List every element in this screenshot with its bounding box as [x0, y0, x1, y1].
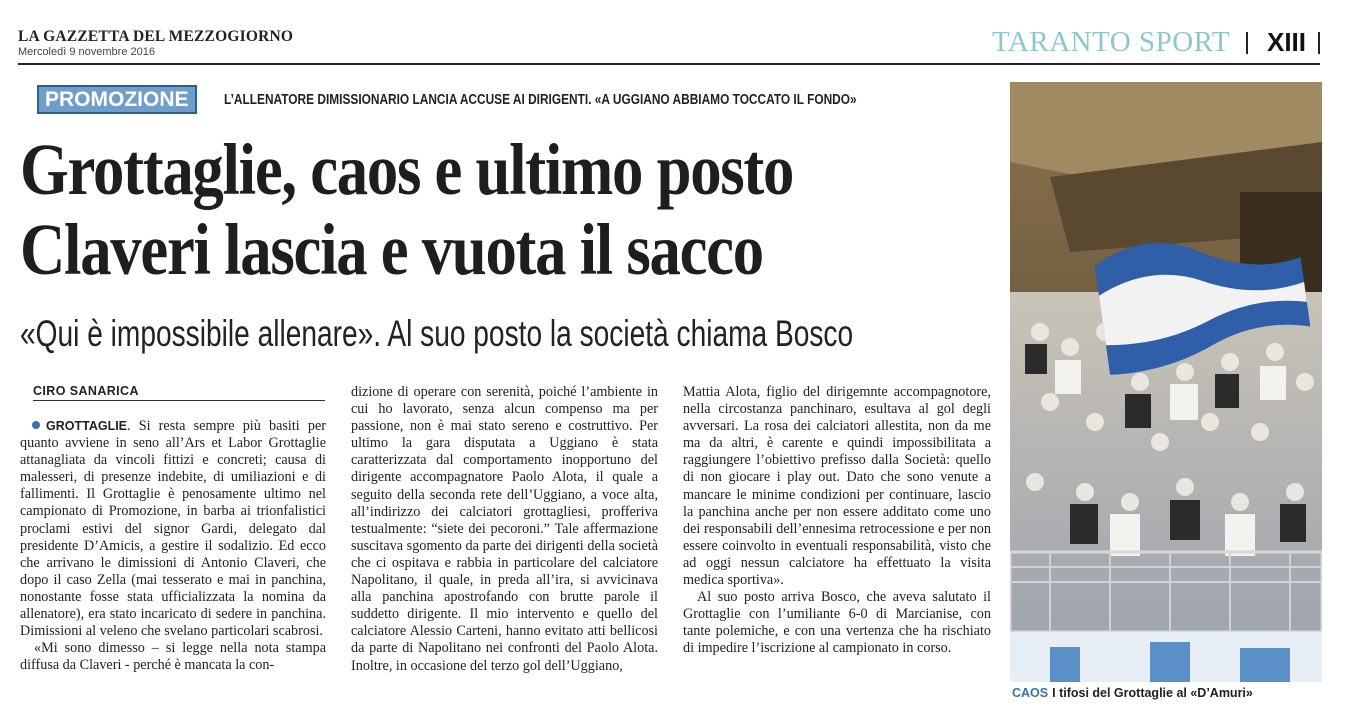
caption-label: CAOS	[1012, 686, 1049, 700]
dateline-location: GROTTAGLIE	[46, 419, 128, 433]
category-tag: PROMOZIONE	[37, 85, 197, 114]
newspaper-name: LA GAZZETTA DEL MEZZOGIORNO	[18, 28, 294, 45]
section-title: TARANTO SPORT	[992, 26, 1230, 58]
paragraph-text: . Si resta sempre più basiti per quanto avviene in seno all’Ars et Labor Grottaglie attanagliata da vincoli fittizi e concreti; causa di malesseri, di presenze indebite, di umiliazioni e di fallimenti. Il Grottaglie è penosamente ultimo nel campionato di Promozione, in barba ai trionfalistici proclami estivi del signor Gardi, delegato dal presidente D’Amicis, a gestire il sodalizio. Ed ecco che arrivano le dimissioni di Antonio Claveri, che dopo il caso Zella (mai tesserato e mai in panchina, nonostante fosse stata ufficializzata la nomina da allenatore), era stato incaricato di sedere in panchina. Dimissioni al veleno che svelano particolari scabrosi.	[20, 418, 326, 640]
stadium-crowd-image	[1010, 82, 1322, 682]
headline-line: Grottaglie, caos e ultimo posto	[20, 129, 794, 210]
caption-text: I tifosi del Grottaglie al «D’Amuri»	[1052, 686, 1253, 700]
bullet-dot-icon	[32, 421, 40, 429]
divider	[1318, 32, 1320, 54]
masthead-rule	[18, 63, 1320, 65]
article-paragraph: dizione di operare con serenità, poiché l’ambiente in cui ho lavorato, senza alcun compenso ma per passione, non è mai stato sereno e costruttivo. Per ultimo la gara disputata a Uggiano è stata caratterizzata dal comportamento inopportuno del dirigente accompagnatore Paolo Alota, il quale a seguito della seconda rete dell’Uggiano, a voce alta, all’indirizzo dei calciatori grottagliesi, profferiva testualmente: “siete dei pecoroni.” Tale affermazione suscitava sgomento da parte dei dirigenti della società che ci ospitava e rabbia in particolare del calciatore Napolitano, il quale, in preda all’ira, si avvicinava alla panchina apostrofando con brutte parole il suddetto dirigente. Il mio intervento e quello del calciatore Alessio Carteni, hanno evitato atti bellicosi da parte di Napolitano nei confronti del Paolo Alota. Inoltre, in occasione del terzo gol dell’Uggiano,	[351, 384, 658, 674]
photo-caption	[1012, 686, 1253, 700]
byline: CIRO SANARICA	[33, 384, 139, 398]
article-paragraph	[20, 418, 326, 640]
page-number: XIII	[1266, 27, 1306, 57]
article-paragraph: Al suo posto arriva Bosco, che aveva salutato il Grottaglie con l’umiliante 6-0 di Marcianise, con tante polemiche, e con una vertenza che ha rischiato di impedire l’iscrizione al campionato in corso.	[683, 589, 991, 657]
article-column-2	[351, 384, 658, 675]
article-photo	[1010, 82, 1322, 682]
byline-rule	[33, 400, 325, 401]
headline-line: Claveri lascia e vuota il sacco	[20, 209, 763, 290]
headline	[20, 130, 793, 290]
article-column-3	[683, 384, 991, 658]
subheadline: «Qui è impossibile allenare». Al suo posto la società chiama Bosco	[20, 313, 854, 354]
article-column-1	[20, 418, 326, 674]
kicker-text: L’ALLENATORE DIMISSIONARIO LANCIA ACCUSE AI DIRIGENTI. «A UGGIANO ABBIAMO TOCCATO IL FONDO»	[224, 92, 857, 108]
publication-date: Mercoledì 9 novembre 2016	[18, 46, 155, 58]
divider	[1246, 32, 1248, 54]
article-paragraph: «Mi sono dimesso – si legge nella nota stampa diffusa da Claveri - perché è mancata la con-	[20, 640, 326, 674]
article-paragraph: Mattia Alota, figlio del dirigemnte accompagnotore, nella circostanza panchinaro, esultava al gol degli avversari. La rosa dei calciatori allestita, non da me ma da altri, è carente e quindi impossibilitata a raggiungere l’obiettivo prefisso dalla Società: quello di non giocare i play out. Dato che sono venute a mancare le minime condizioni per continuare, lascio la panchina anche per non essere additato come uno dei responsabili dell’ennesima retrocessione e per non essere coinvolto in eventuali responsabilità, visto che ad oggi nessun calciatore ha effettuato la visita medica sportiva».	[683, 384, 991, 589]
